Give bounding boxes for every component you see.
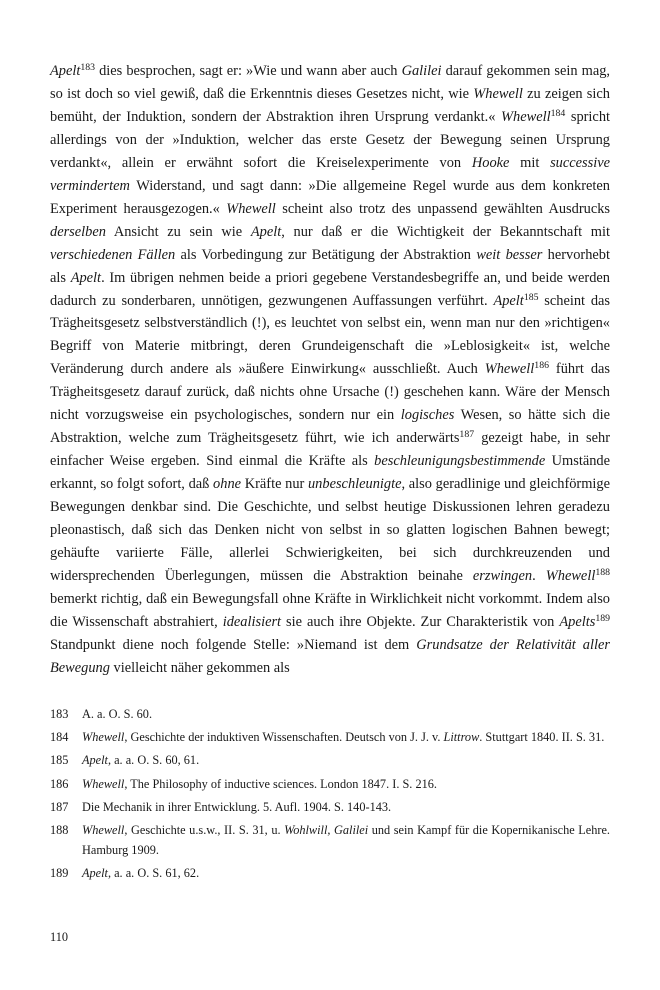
- italic-run: Apelt: [250, 223, 282, 240]
- text-run: mit: [509, 154, 551, 171]
- footnote-reference[interactable]: 185: [523, 291, 539, 303]
- footnote-number: 185: [50, 753, 69, 768]
- footnote-number: 183: [50, 706, 69, 721]
- italic-run: Apelts: [559, 613, 596, 630]
- footnote-item: [50, 821, 610, 860]
- italic-run: Apelt: [70, 269, 102, 286]
- italic-run: verschiedenen Fällen: [50, 246, 176, 263]
- italic-run: Apelt: [82, 865, 108, 880]
- footnote-number: 188: [50, 823, 69, 838]
- footnote-reference[interactable]: 184: [550, 107, 566, 119]
- text-run: Wesen, so hätte sich die Abstraktion, welche zum Trägheitsgesetz führt, wie ich anderwärts: [50, 407, 610, 447]
- text-run: , a. a. O. S. 61, 62.: [107, 865, 200, 880]
- footnote-item: [50, 798, 610, 817]
- italic-run: Grundsatze der Relativität aller Bewegung: [50, 636, 610, 676]
- italic-run: Whewell: [82, 776, 125, 791]
- italic-run: Galilei: [401, 63, 442, 79]
- page-number: 110: [50, 930, 68, 944]
- italic-run: beschleunigungsbestimmende: [374, 453, 546, 470]
- text-run: , also geradlinige und gleichförmige Bewegungen denkbar sind. Die Geschichte, und selbst heutige Diskussionen lehren geradezu pleonastisch, daß sich das Denken nicht von selbst in so glatten logischen Bahnen bewegt; gehäufte variierte Fälle, allerlei Schwierigkeiten, bei sich durchkreuzenden und widersprechenden Überlegungen, müssen die Abstraktion beinahe: [50, 476, 610, 584]
- italic-run: Apelt: [493, 292, 524, 309]
- italic-run: Whewell: [82, 823, 125, 838]
- italic-run: erzwingen: [472, 567, 533, 584]
- text-run: , Geschichte u.s.w., II. S. 31, u.: [124, 823, 285, 838]
- footnote-reference[interactable]: 183: [80, 61, 96, 73]
- text-run: Widerstand, und sagt dann: »Die allgemeine Regel wurde aus dem konkreten Experiment herausgezogen.«: [50, 177, 610, 217]
- text-run: als Vorbedingung zur Betätigung der Abstraktion: [175, 246, 477, 263]
- italic-run: weit besser: [476, 246, 543, 263]
- text-run: scheint das Trägheitsgesetz selbstverständlich (!), es leuchtet von selbst ein, wenn man nur den »richtigen« Begriff von Materie mitbringt, deren Grundeigenschaft die »Leblosigkeit« ist, welche Veränderung durch andere als »äußere Einwirkung« ausschließt. Auch: [50, 292, 610, 378]
- italic-run: Whewell: [473, 85, 523, 102]
- text-run: führt das Trägheitsgesetz darauf zurück, daß nichts ohne Ursache (!) geschehen kann. Wäre der Mensch nicht vorzugsweise ein psychologisches, sondern nur ein: [50, 361, 611, 424]
- text-run: und sein Kampf für die Kopernikanische Lehre. Hamburg 1909.: [82, 823, 610, 857]
- text-run: , The Philosophy of inductive sciences. London 1847. I. S. 216.: [124, 776, 437, 791]
- footnote-text: [82, 821, 610, 860]
- italic-run: derselben: [50, 223, 106, 240]
- footnote-text: [82, 798, 610, 817]
- footnote-item: [50, 728, 610, 747]
- footnote-text: [82, 864, 610, 883]
- text-run: Umstände erkannt, so folgt sofort, daß: [50, 453, 611, 493]
- italic-run: Whewell: [226, 200, 276, 217]
- body-text-block: [50, 60, 610, 680]
- footnote-reference[interactable]: 188: [595, 566, 610, 578]
- footnote-list: [50, 705, 610, 883]
- text-run: . Im übrigen nehmen beide a priori gegebene Verstandesbegriffe an, und beide werden dadurch zu sonderbaren, unnötigen, gezwungenen Auffassungen verführt.: [50, 269, 610, 309]
- text-run: Kräfte nur: [241, 476, 308, 493]
- text-run: .: [532, 567, 546, 584]
- footnote-item: [50, 864, 610, 883]
- text-run: Standpunkt diene noch folgende Stelle: »Niemand ist dem: [50, 636, 417, 653]
- footnote-text: [82, 728, 610, 747]
- footnote-text: [82, 751, 610, 770]
- italic-run: Whewell: [484, 361, 535, 378]
- text-run: sie auch ihre Objekte. Zur Charakteristik von: [281, 613, 560, 630]
- text-run: darauf gekommen sein mag, so ist doch so viel gewiß, daß die Erkenntnis dieses Gesetzes nicht, wie: [50, 63, 611, 102]
- text-run: A. a. O. S. 60.: [82, 706, 153, 721]
- italic-run: Whewell: [501, 108, 551, 125]
- italic-run: Whewell: [545, 567, 596, 584]
- text-run: Die Mechanik in ihrer Entwicklung. 5. Aufl. 1904. S. 140-143.: [82, 799, 392, 814]
- footnote-text: [82, 705, 610, 724]
- italic-run: ohne: [213, 476, 242, 493]
- italic-run: Apelt: [82, 753, 108, 768]
- text-run: gezeigt habe, in sehr einfacher Weise ergeben. Sind einmal die Kräfte als: [50, 430, 611, 470]
- footnote-number: 186: [50, 776, 69, 791]
- italic-run: logisches: [400, 407, 455, 424]
- text-run: dies besprochen, sagt er: »Wie und wann aber auch: [95, 63, 402, 79]
- italic-run: Littrow: [443, 730, 480, 745]
- footnote-reference[interactable]: 187: [459, 429, 475, 441]
- text-run: zu zeigen sich bemüht, der Induktion, sondern der Abstraktion ihren Ursprung verdankt.«: [50, 85, 610, 125]
- text-run: spricht allerdings von der »Induktion, welcher das erste Gesetz der Bewegung seinen Ursprung verdankt«, allein er erwähnt sofort die Kreiselexperimente von: [50, 108, 611, 171]
- text-run: bemerkt richtig, daß ein Bewegungsfall ohne Kräfte in Wirklichkeit nicht vorkommt. Indem also die Wissenschaft abstrahiert,: [50, 590, 610, 630]
- text-run: , nur daß er die Wichtigkeit der Bekanntschaft mit: [281, 223, 610, 240]
- text-run: scheint also trotz des unpassend gewählten Ausdrucks: [275, 200, 611, 217]
- text-run: Ansicht zu sein wie: [105, 223, 251, 240]
- footnote-number: 184: [50, 730, 69, 745]
- footnote-reference[interactable]: 189: [595, 612, 610, 624]
- italic-run: Apelt: [50, 63, 81, 79]
- footnote-item: [50, 705, 610, 724]
- footnote-text: [82, 775, 610, 794]
- text-run: , Geschichte der induktiven Wissenschaften. Deutsch von J. J. v.: [124, 730, 444, 745]
- body-paragraph: [50, 60, 610, 680]
- text-run: hervorhebt als: [50, 246, 611, 286]
- footnote-item: [50, 751, 610, 770]
- italic-run: idealisiert: [222, 613, 282, 630]
- footnote-item: [50, 775, 610, 794]
- text-run: , a. a. O. S. 60, 61.: [107, 753, 200, 768]
- text-run: . Stuttgart 1840. II. S. 31.: [479, 730, 605, 745]
- italic-run: unbeschleunigte: [307, 476, 402, 493]
- italic-run: Wohlwill, Galilei: [284, 823, 369, 838]
- footnote-number: 189: [50, 865, 69, 880]
- footnotes-section: [50, 705, 610, 883]
- text-run: vielleicht näher gekommen als: [109, 659, 290, 676]
- italic-run: Hooke: [471, 154, 510, 171]
- italic-run: Whewell: [82, 730, 125, 745]
- footnote-reference[interactable]: 186: [534, 360, 549, 372]
- italic-run: successive vermindertem: [50, 154, 611, 194]
- footnote-number: 187: [50, 799, 69, 814]
